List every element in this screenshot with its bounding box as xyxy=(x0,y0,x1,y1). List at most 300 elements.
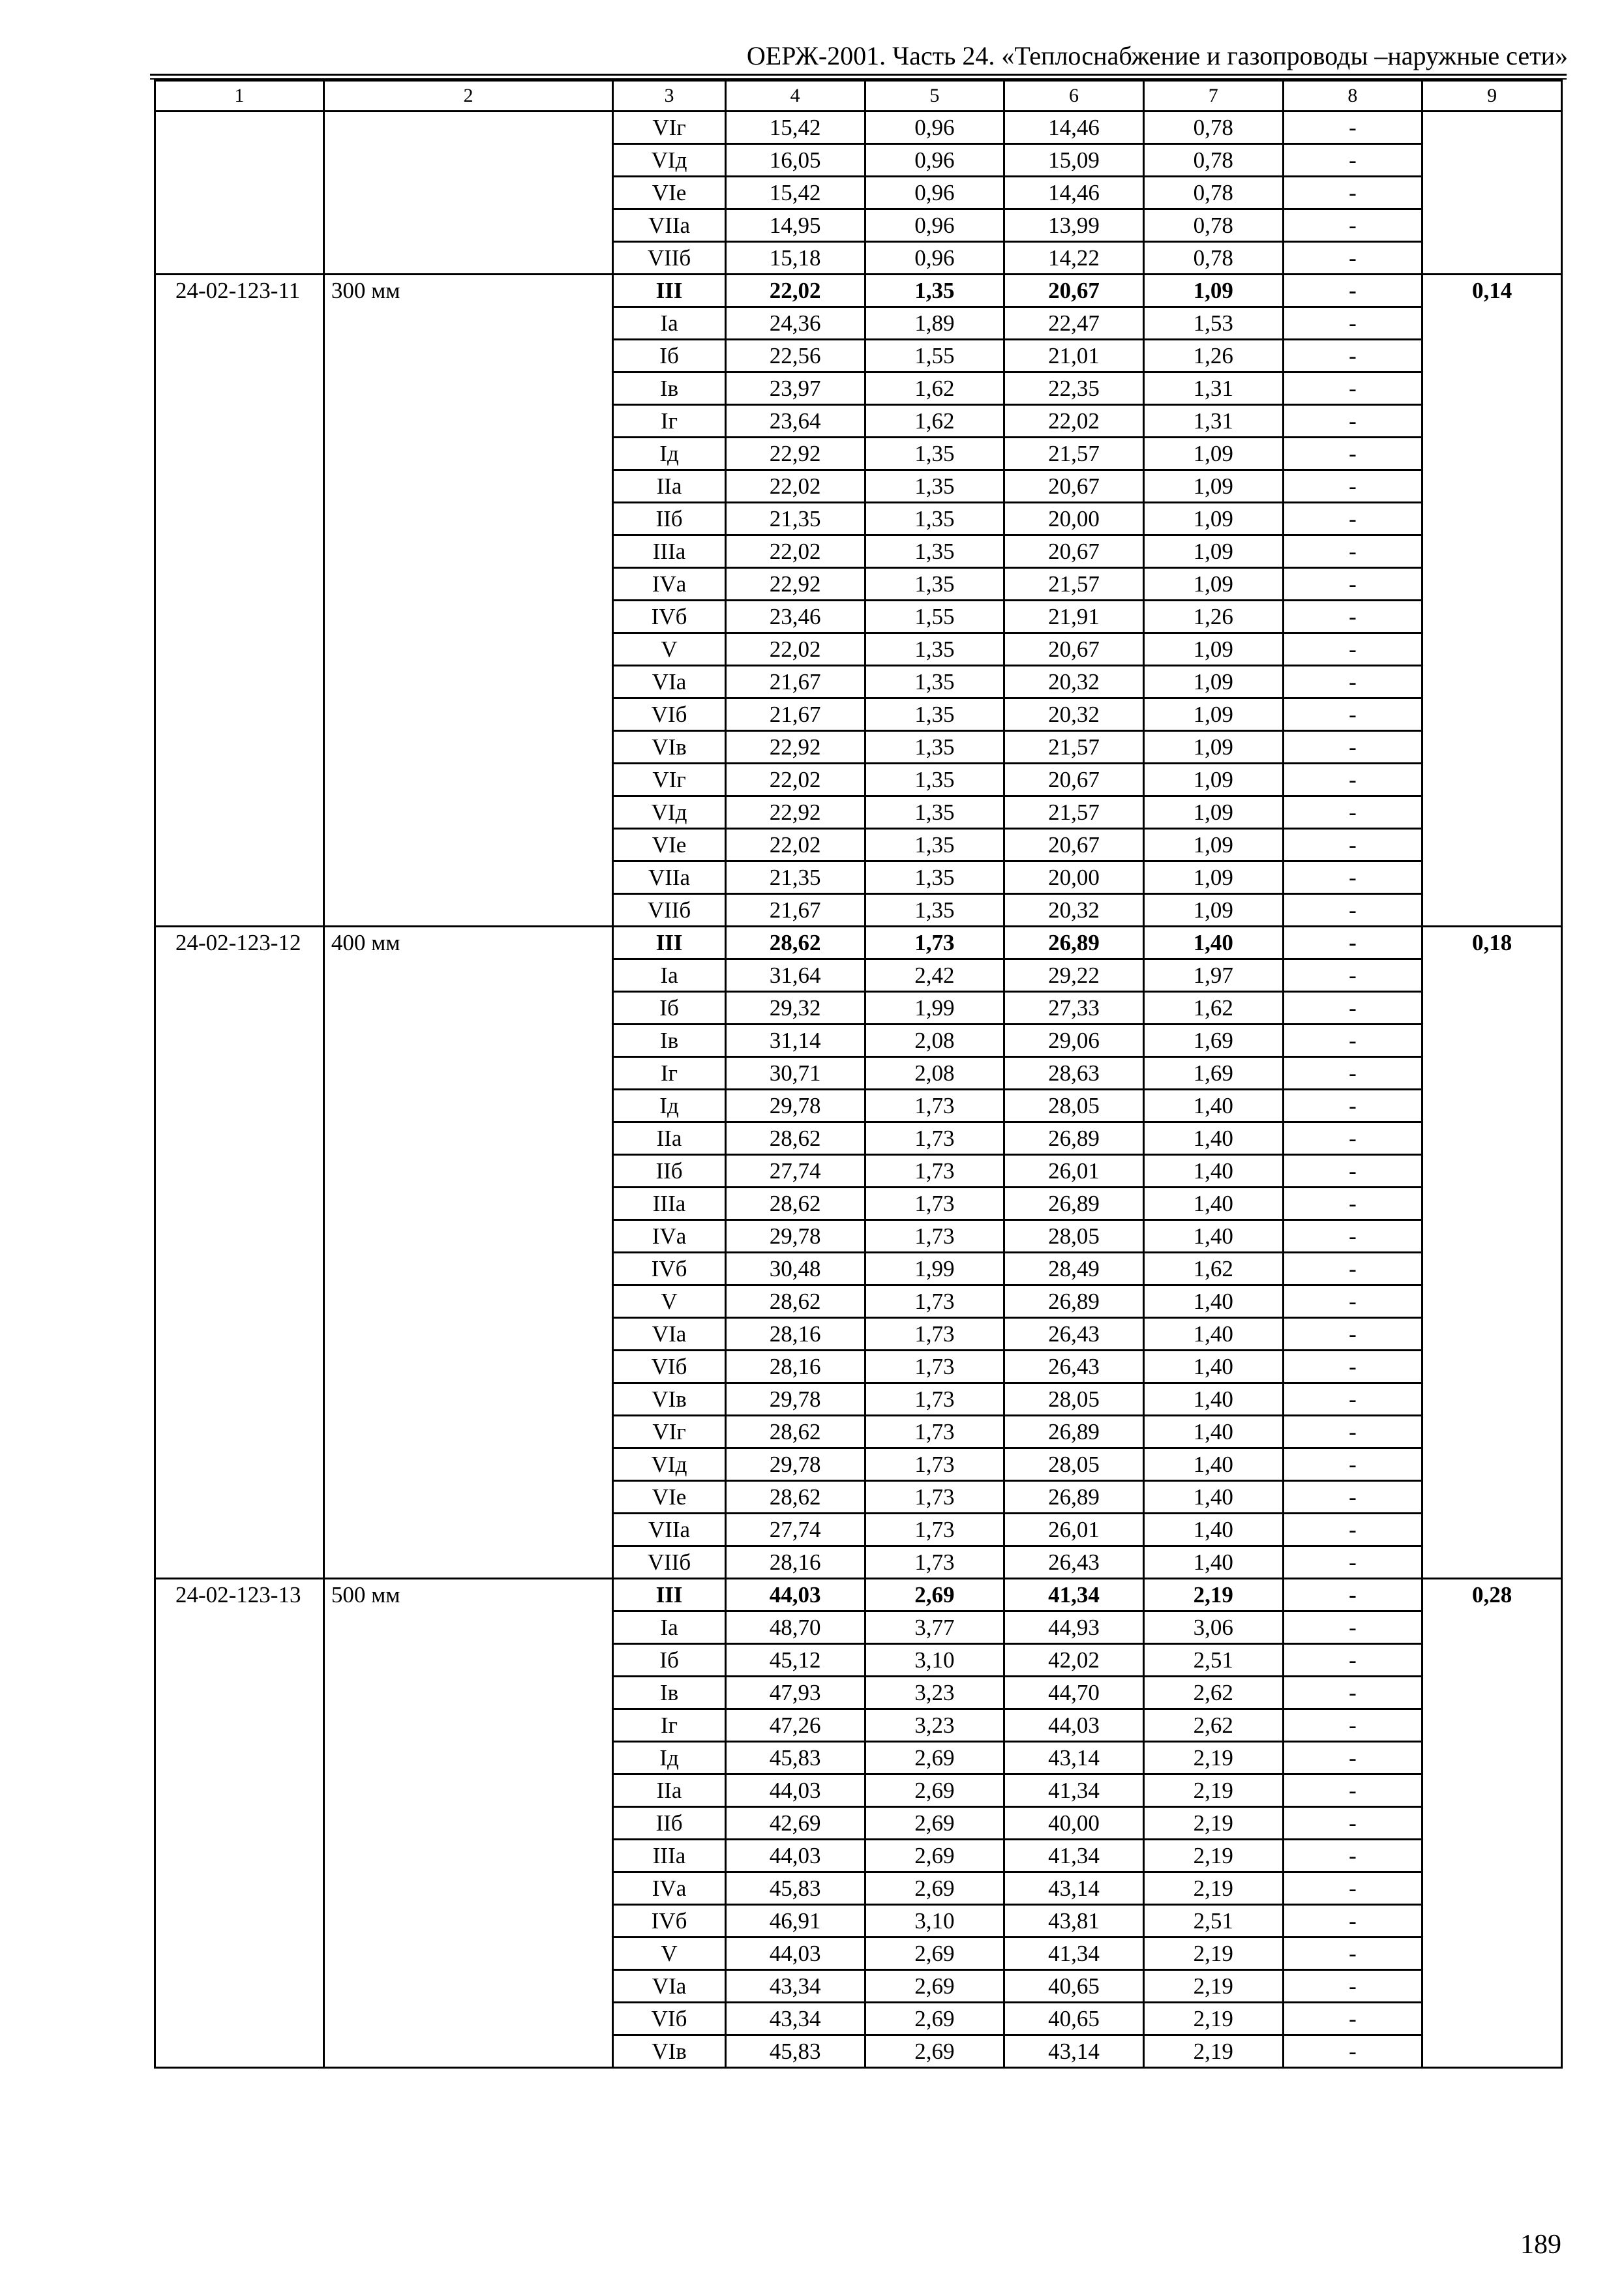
total-cell: 29,78 xyxy=(725,1090,865,1122)
zone-cell: VIа xyxy=(613,1970,726,2003)
wages-cell: 2,42 xyxy=(865,959,1004,992)
zone-cell: VIе xyxy=(613,829,726,861)
total-cell: 22,92 xyxy=(725,568,865,601)
wages-cell: 1,35 xyxy=(865,438,1004,470)
total-cell: 22,02 xyxy=(725,275,865,307)
drivers-wages-cell: 1,40 xyxy=(1143,1514,1283,1546)
wages-cell: 3,77 xyxy=(865,1611,1004,1644)
wages-cell: 1,62 xyxy=(865,405,1004,438)
labor-cost-cell: 0,14 xyxy=(1422,275,1562,927)
materials-cell: - xyxy=(1283,1155,1422,1188)
total-cell: 15,42 xyxy=(725,177,865,209)
column-number: 2 xyxy=(323,81,612,112)
drivers-wages-cell: 1,09 xyxy=(1143,731,1283,764)
drivers-wages-cell: 2,19 xyxy=(1143,1807,1283,1840)
zone-cell: VIа xyxy=(613,1318,726,1351)
machines-cell: 26,89 xyxy=(1004,1416,1144,1448)
machines-cell: 22,02 xyxy=(1004,405,1144,438)
materials-cell: - xyxy=(1283,438,1422,470)
wages-cell: 1,35 xyxy=(865,829,1004,861)
zone-cell: Iа xyxy=(613,307,726,340)
drivers-wages-cell: 1,40 xyxy=(1143,1155,1283,1188)
wages-cell: 1,35 xyxy=(865,275,1004,307)
zone-cell: VIе xyxy=(613,177,726,209)
drivers-wages-cell: 1,09 xyxy=(1143,861,1283,894)
machines-cell: 21,91 xyxy=(1004,601,1144,633)
machines-cell: 13,99 xyxy=(1004,209,1144,242)
rate-name: 300 мм xyxy=(323,275,612,927)
total-cell: 21,67 xyxy=(725,666,865,698)
machines-cell: 40,65 xyxy=(1004,1970,1144,2003)
machines-cell: 20,67 xyxy=(1004,275,1144,307)
materials-cell: - xyxy=(1283,1285,1422,1318)
zone-cell: Iб xyxy=(613,992,726,1025)
wages-cell: 1,35 xyxy=(865,470,1004,503)
machines-cell: 20,67 xyxy=(1004,535,1144,568)
machines-cell: 22,47 xyxy=(1004,307,1144,340)
total-cell: 22,02 xyxy=(725,470,865,503)
drivers-wages-cell: 1,09 xyxy=(1143,829,1283,861)
materials-cell: - xyxy=(1283,927,1422,959)
materials-cell: - xyxy=(1283,1774,1422,1807)
wages-cell: 3,23 xyxy=(865,1677,1004,1709)
wages-cell: 1,73 xyxy=(865,1220,1004,1253)
wages-cell: 1,73 xyxy=(865,1546,1004,1579)
zone-cell: VIв xyxy=(613,2035,726,2068)
zone-cell: Iд xyxy=(613,1090,726,1122)
materials-cell: - xyxy=(1283,1481,1422,1514)
zone-cell: IVа xyxy=(613,1220,726,1253)
materials-cell: - xyxy=(1283,1090,1422,1122)
machines-cell: 26,43 xyxy=(1004,1351,1144,1383)
total-cell: 29,78 xyxy=(725,1383,865,1416)
materials-cell: - xyxy=(1283,1807,1422,1840)
zone-cell: VIIб xyxy=(613,242,726,275)
wages-cell: 1,73 xyxy=(865,1090,1004,1122)
total-cell: 48,70 xyxy=(725,1611,865,1644)
materials-cell: - xyxy=(1283,112,1422,144)
total-cell: 28,62 xyxy=(725,1122,865,1155)
wages-cell: 1,62 xyxy=(865,372,1004,405)
wages-cell: 2,69 xyxy=(865,1579,1004,1611)
materials-cell: - xyxy=(1283,1025,1422,1057)
machines-cell: 29,06 xyxy=(1004,1025,1144,1057)
page-number: 189 xyxy=(1520,2230,1561,2260)
rate-code: 24-02-123-13 xyxy=(155,1579,324,2068)
machines-cell: 20,32 xyxy=(1004,894,1144,927)
drivers-wages-cell: 2,51 xyxy=(1143,1644,1283,1677)
machines-cell: 20,00 xyxy=(1004,503,1144,535)
total-cell: 28,16 xyxy=(725,1546,865,1579)
machines-cell: 20,67 xyxy=(1004,633,1144,666)
drivers-wages-cell: 1,40 xyxy=(1143,1448,1283,1481)
zone-cell: V xyxy=(613,633,726,666)
materials-cell: - xyxy=(1283,1383,1422,1416)
total-cell: 15,42 xyxy=(725,112,865,144)
wages-cell: 1,73 xyxy=(865,1122,1004,1155)
zone-cell: III xyxy=(613,275,726,307)
materials-cell: - xyxy=(1283,2035,1422,2068)
wages-cell: 2,69 xyxy=(865,1742,1004,1774)
zone-cell: IIIа xyxy=(613,535,726,568)
zone-cell: Iг xyxy=(613,1057,726,1090)
drivers-wages-cell: 1,09 xyxy=(1143,698,1283,731)
materials-cell: - xyxy=(1283,1253,1422,1285)
total-cell: 21,67 xyxy=(725,894,865,927)
machines-cell: 20,32 xyxy=(1004,698,1144,731)
wages-cell: 1,35 xyxy=(865,894,1004,927)
zone-cell: IVб xyxy=(613,601,726,633)
drivers-wages-cell: 1,97 xyxy=(1143,959,1283,992)
machines-cell: 43,14 xyxy=(1004,2035,1144,2068)
rate-name: 500 мм xyxy=(323,1579,612,2068)
wages-cell: 1,35 xyxy=(865,535,1004,568)
materials-cell: - xyxy=(1283,1546,1422,1579)
materials-cell: - xyxy=(1283,307,1422,340)
wages-cell: 1,35 xyxy=(865,698,1004,731)
wages-cell: 1,35 xyxy=(865,666,1004,698)
materials-cell: - xyxy=(1283,470,1422,503)
materials-cell: - xyxy=(1283,535,1422,568)
total-cell: 23,64 xyxy=(725,405,865,438)
zone-cell: IIб xyxy=(613,1807,726,1840)
zone-cell: VIг xyxy=(613,112,726,144)
zone-cell: VIг xyxy=(613,764,726,796)
total-cell: 30,48 xyxy=(725,1253,865,1285)
materials-cell: - xyxy=(1283,601,1422,633)
drivers-wages-cell: 1,62 xyxy=(1143,992,1283,1025)
column-number-row xyxy=(155,81,1562,112)
total-cell: 28,16 xyxy=(725,1318,865,1351)
table-row xyxy=(155,275,1562,307)
zone-cell: Iд xyxy=(613,1742,726,1774)
rate-name xyxy=(323,112,612,275)
wages-cell: 1,55 xyxy=(865,601,1004,633)
total-cell: 24,36 xyxy=(725,307,865,340)
drivers-wages-cell: 1,26 xyxy=(1143,601,1283,633)
materials-cell: - xyxy=(1283,1840,1422,1872)
materials-cell: - xyxy=(1283,894,1422,927)
total-cell: 42,69 xyxy=(725,1807,865,1840)
machines-cell: 20,00 xyxy=(1004,861,1144,894)
total-cell: 44,03 xyxy=(725,1774,865,1807)
rate-code: 24-02-123-12 xyxy=(155,927,324,1579)
table-body xyxy=(155,81,1562,2068)
materials-cell: - xyxy=(1283,1318,1422,1351)
materials-cell: - xyxy=(1283,1644,1422,1677)
zone-cell: IVб xyxy=(613,1905,726,1937)
wages-cell: 1,73 xyxy=(865,1481,1004,1514)
drivers-wages-cell: 1,26 xyxy=(1143,340,1283,372)
zone-cell: VIIа xyxy=(613,861,726,894)
drivers-wages-cell: 0,78 xyxy=(1143,112,1283,144)
machines-cell: 22,35 xyxy=(1004,372,1144,405)
wages-cell: 1,35 xyxy=(865,861,1004,894)
drivers-wages-cell: 1,09 xyxy=(1143,764,1283,796)
materials-cell: - xyxy=(1283,1351,1422,1383)
drivers-wages-cell: 1,40 xyxy=(1143,1188,1283,1220)
zone-cell: IVб xyxy=(613,1253,726,1285)
materials-cell: - xyxy=(1283,861,1422,894)
zone-cell: VIд xyxy=(613,796,726,829)
wages-cell: 2,69 xyxy=(865,1774,1004,1807)
drivers-wages-cell: 1,31 xyxy=(1143,372,1283,405)
total-cell: 27,74 xyxy=(725,1514,865,1546)
wages-cell: 3,10 xyxy=(865,1644,1004,1677)
machines-cell: 28,05 xyxy=(1004,1220,1144,1253)
total-cell: 21,35 xyxy=(725,861,865,894)
materials-cell: - xyxy=(1283,503,1422,535)
total-cell: 31,64 xyxy=(725,959,865,992)
wages-cell: 2,69 xyxy=(865,1807,1004,1840)
drivers-wages-cell: 1,40 xyxy=(1143,1383,1283,1416)
machines-cell: 20,67 xyxy=(1004,470,1144,503)
drivers-wages-cell: 0,78 xyxy=(1143,144,1283,177)
drivers-wages-cell: 1,40 xyxy=(1143,1481,1283,1514)
total-cell: 30,71 xyxy=(725,1057,865,1090)
drivers-wages-cell: 1,09 xyxy=(1143,894,1283,927)
drivers-wages-cell: 2,19 xyxy=(1143,1774,1283,1807)
zone-cell: Iв xyxy=(613,1677,726,1709)
wages-cell: 1,55 xyxy=(865,340,1004,372)
drivers-wages-cell: 0,78 xyxy=(1143,177,1283,209)
machines-cell: 28,49 xyxy=(1004,1253,1144,1285)
total-cell: 28,62 xyxy=(725,927,865,959)
zone-cell: VIIа xyxy=(613,1514,726,1546)
total-cell: 23,46 xyxy=(725,601,865,633)
wages-cell: 2,69 xyxy=(865,1937,1004,1970)
column-number: 1 xyxy=(155,81,324,112)
machines-cell: 26,01 xyxy=(1004,1155,1144,1188)
materials-cell: - xyxy=(1283,568,1422,601)
rate-code xyxy=(155,112,324,275)
total-cell: 14,95 xyxy=(725,209,865,242)
zone-cell: IIб xyxy=(613,503,726,535)
total-cell: 45,83 xyxy=(725,1742,865,1774)
machines-cell: 26,01 xyxy=(1004,1514,1144,1546)
zone-cell: VIд xyxy=(613,144,726,177)
machines-cell: 28,63 xyxy=(1004,1057,1144,1090)
drivers-wages-cell: 2,19 xyxy=(1143,1579,1283,1611)
drivers-wages-cell: 1,69 xyxy=(1143,1057,1283,1090)
total-cell: 28,62 xyxy=(725,1285,865,1318)
zone-cell: VIIб xyxy=(613,894,726,927)
materials-cell: - xyxy=(1283,1611,1422,1644)
total-cell: 47,26 xyxy=(725,1709,865,1742)
zone-cell: IVа xyxy=(613,1872,726,1905)
total-cell: 22,02 xyxy=(725,764,865,796)
wages-cell: 0,96 xyxy=(865,209,1004,242)
wages-cell: 1,73 xyxy=(865,1351,1004,1383)
materials-cell: - xyxy=(1283,1057,1422,1090)
machines-cell: 28,05 xyxy=(1004,1090,1144,1122)
materials-cell: - xyxy=(1283,209,1422,242)
materials-cell: - xyxy=(1283,1416,1422,1448)
machines-cell: 26,89 xyxy=(1004,1285,1144,1318)
drivers-wages-cell: 1,40 xyxy=(1143,1546,1283,1579)
wages-cell: 2,69 xyxy=(865,1872,1004,1905)
labor-cost-cell: 0,28 xyxy=(1422,1579,1562,2068)
drivers-wages-cell: 1,09 xyxy=(1143,535,1283,568)
wages-cell: 1,73 xyxy=(865,1383,1004,1416)
drivers-wages-cell: 1,09 xyxy=(1143,633,1283,666)
zone-cell: VIа xyxy=(613,666,726,698)
wages-cell: 1,35 xyxy=(865,633,1004,666)
materials-cell: - xyxy=(1283,959,1422,992)
wages-cell: 0,96 xyxy=(865,144,1004,177)
machines-cell: 29,22 xyxy=(1004,959,1144,992)
machines-cell: 21,57 xyxy=(1004,438,1144,470)
materials-cell: - xyxy=(1283,1448,1422,1481)
machines-cell: 20,32 xyxy=(1004,666,1144,698)
wages-cell: 1,99 xyxy=(865,992,1004,1025)
wages-cell: 2,69 xyxy=(865,1970,1004,2003)
drivers-wages-cell: 1,40 xyxy=(1143,1122,1283,1155)
drivers-wages-cell: 1,40 xyxy=(1143,1416,1283,1448)
zone-cell: Iв xyxy=(613,372,726,405)
drivers-wages-cell: 1,09 xyxy=(1143,275,1283,307)
drivers-wages-cell: 2,19 xyxy=(1143,1970,1283,2003)
total-cell: 43,34 xyxy=(725,2003,865,2035)
materials-cell: - xyxy=(1283,372,1422,405)
materials-cell: - xyxy=(1283,764,1422,796)
machines-cell: 26,89 xyxy=(1004,1122,1144,1155)
wages-cell: 1,73 xyxy=(865,927,1004,959)
machines-cell: 14,46 xyxy=(1004,177,1144,209)
machines-cell: 21,57 xyxy=(1004,568,1144,601)
machines-cell: 41,34 xyxy=(1004,1840,1144,1872)
drivers-wages-cell: 2,19 xyxy=(1143,1840,1283,1872)
machines-cell: 20,67 xyxy=(1004,829,1144,861)
total-cell: 47,93 xyxy=(725,1677,865,1709)
wages-cell: 1,73 xyxy=(865,1448,1004,1481)
total-cell: 28,62 xyxy=(725,1481,865,1514)
materials-cell: - xyxy=(1283,1188,1422,1220)
materials-cell: - xyxy=(1283,144,1422,177)
column-number: 3 xyxy=(613,81,726,112)
drivers-wages-cell: 2,62 xyxy=(1143,1677,1283,1709)
materials-cell: - xyxy=(1283,992,1422,1025)
materials-cell: - xyxy=(1283,1677,1422,1709)
machines-cell: 26,89 xyxy=(1004,1188,1144,1220)
total-cell: 16,05 xyxy=(725,144,865,177)
drivers-wages-cell: 1,09 xyxy=(1143,796,1283,829)
wages-cell: 1,73 xyxy=(865,1514,1004,1546)
wages-cell: 1,73 xyxy=(865,1318,1004,1351)
wages-cell: 0,96 xyxy=(865,177,1004,209)
zone-cell: Iг xyxy=(613,405,726,438)
total-cell: 44,03 xyxy=(725,1579,865,1611)
machines-cell: 21,01 xyxy=(1004,340,1144,372)
zone-cell: Iд xyxy=(613,438,726,470)
machines-cell: 41,34 xyxy=(1004,1579,1144,1611)
wages-cell: 1,35 xyxy=(865,503,1004,535)
materials-cell: - xyxy=(1283,340,1422,372)
zone-cell: Iг xyxy=(613,1709,726,1742)
total-cell: 22,02 xyxy=(725,829,865,861)
machines-cell: 40,00 xyxy=(1004,1807,1144,1840)
machines-cell: 28,05 xyxy=(1004,1383,1144,1416)
zone-cell: IVа xyxy=(613,568,726,601)
materials-cell: - xyxy=(1283,796,1422,829)
total-cell: 28,16 xyxy=(725,1351,865,1383)
total-cell: 45,12 xyxy=(725,1644,865,1677)
materials-cell: - xyxy=(1283,666,1422,698)
zone-cell: IIа xyxy=(613,1774,726,1807)
drivers-wages-cell: 2,51 xyxy=(1143,1905,1283,1937)
total-cell: 43,34 xyxy=(725,1970,865,2003)
materials-cell: - xyxy=(1283,698,1422,731)
wages-cell: 1,73 xyxy=(865,1155,1004,1188)
drivers-wages-cell: 1,40 xyxy=(1143,1090,1283,1122)
materials-cell: - xyxy=(1283,177,1422,209)
materials-cell: - xyxy=(1283,1937,1422,1970)
machines-cell: 15,09 xyxy=(1004,144,1144,177)
drivers-wages-cell: 1,09 xyxy=(1143,666,1283,698)
machines-cell: 44,03 xyxy=(1004,1709,1144,1742)
price-table xyxy=(154,80,1563,2069)
wages-cell: 1,35 xyxy=(865,731,1004,764)
wages-cell: 2,69 xyxy=(865,2035,1004,2068)
machines-cell: 42,02 xyxy=(1004,1644,1144,1677)
wages-cell: 1,35 xyxy=(865,796,1004,829)
total-cell: 22,02 xyxy=(725,633,865,666)
machines-cell: 44,93 xyxy=(1004,1611,1144,1644)
total-cell: 22,92 xyxy=(725,731,865,764)
wages-cell: 2,69 xyxy=(865,1840,1004,1872)
zone-cell: Iб xyxy=(613,1644,726,1677)
drivers-wages-cell: 1,40 xyxy=(1143,1318,1283,1351)
materials-cell: - xyxy=(1283,1872,1422,1905)
total-cell: 28,62 xyxy=(725,1416,865,1448)
wages-cell: 3,23 xyxy=(865,1709,1004,1742)
drivers-wages-cell: 1,69 xyxy=(1143,1025,1283,1057)
total-cell: 22,56 xyxy=(725,340,865,372)
materials-cell: - xyxy=(1283,1970,1422,2003)
zone-cell: VIв xyxy=(613,1383,726,1416)
rate-code: 24-02-123-11 xyxy=(155,275,324,927)
zone-cell: IIIа xyxy=(613,1188,726,1220)
wages-cell: 1,73 xyxy=(865,1416,1004,1448)
zone-cell: IIб xyxy=(613,1155,726,1188)
wages-cell: 1,35 xyxy=(865,568,1004,601)
zone-cell: VIб xyxy=(613,2003,726,2035)
header-rule xyxy=(150,74,1567,76)
machines-cell: 14,22 xyxy=(1004,242,1144,275)
zone-cell: VIб xyxy=(613,1351,726,1383)
drivers-wages-cell: 1,09 xyxy=(1143,503,1283,535)
column-number: 8 xyxy=(1283,81,1422,112)
machines-cell: 44,70 xyxy=(1004,1677,1144,1709)
machines-cell: 43,14 xyxy=(1004,1872,1144,1905)
drivers-wages-cell: 2,19 xyxy=(1143,2035,1283,2068)
zone-cell: III xyxy=(613,927,726,959)
zone-cell: Iв xyxy=(613,1025,726,1057)
total-cell: 22,02 xyxy=(725,535,865,568)
zone-cell: III xyxy=(613,1579,726,1611)
zone-cell: V xyxy=(613,1285,726,1318)
machines-cell: 40,65 xyxy=(1004,2003,1144,2035)
materials-cell: - xyxy=(1283,275,1422,307)
total-cell: 15,18 xyxy=(725,242,865,275)
labor-cost-cell xyxy=(1422,112,1562,275)
labor-cost-cell: 0,18 xyxy=(1422,927,1562,1579)
drivers-wages-cell: 1,40 xyxy=(1143,1285,1283,1318)
zone-cell: Iа xyxy=(613,1611,726,1644)
machines-cell: 20,67 xyxy=(1004,764,1144,796)
materials-cell: - xyxy=(1283,2003,1422,2035)
machines-cell: 21,57 xyxy=(1004,731,1144,764)
